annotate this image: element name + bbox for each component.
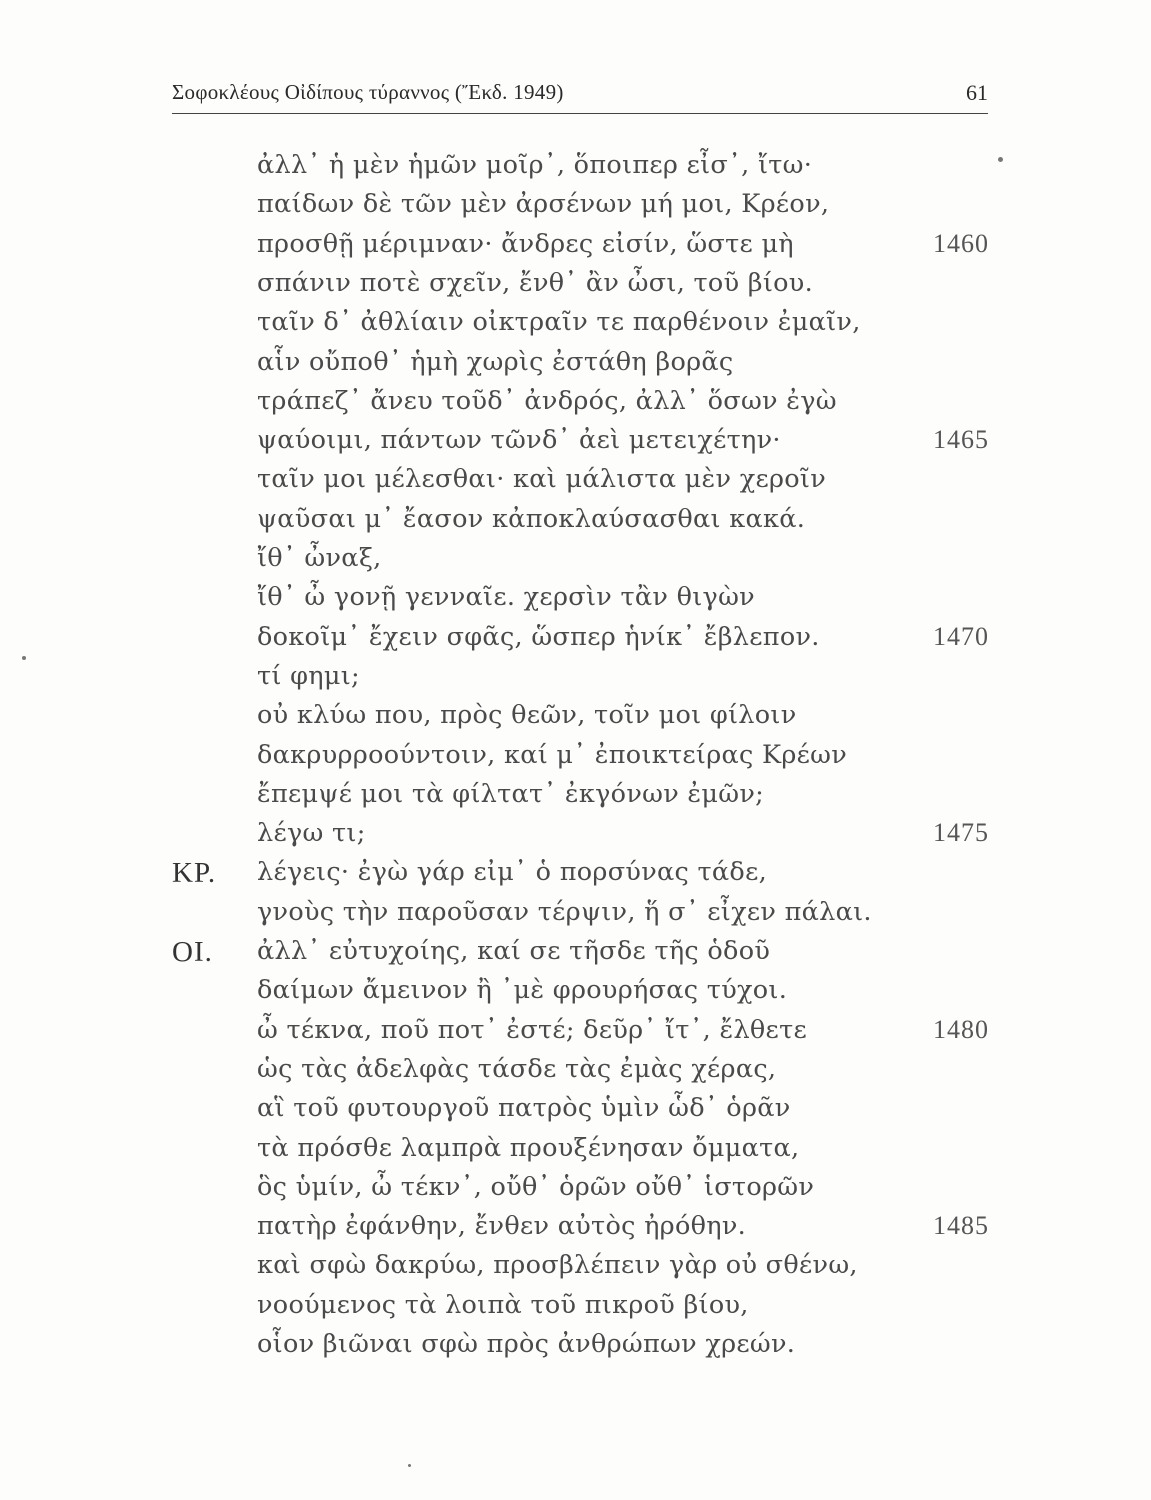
- verse-line: [0, 229, 1151, 268]
- verse-text: παίδων δὲ τῶν μὲν ἀρσένων μή μοι, Κρέον,: [257, 189, 830, 220]
- print-speck: [998, 157, 1003, 162]
- line-number: 1460: [933, 228, 989, 258]
- verse-text: ψαῦσαι μ᾽ ἔασον κἀποκλαύσασθαι κακά.: [257, 503, 806, 534]
- verse-text: αἷν οὔποθ᾽ ἡμὴ χωρὶς ἐστάθη βορᾶς: [257, 346, 734, 377]
- verse-text: καὶ σφὼ δακρύω, προσβλέπειν γὰρ οὐ σθένω,: [257, 1250, 858, 1281]
- verse-text: τὰ πρόσθε λαμπρὰ προυξένησαν ὄμματα,: [257, 1132, 800, 1163]
- verse-line: [0, 1211, 1151, 1250]
- verse-line: [0, 1054, 1151, 1093]
- verse-line: [0, 936, 1151, 975]
- line-number: 1475: [933, 818, 989, 848]
- verse-line: [0, 543, 1151, 582]
- verse-line: [0, 150, 1151, 189]
- verse-line: [0, 425, 1151, 464]
- verse-line: [0, 1172, 1151, 1211]
- verse-text: σπάνιν ποτὲ σχεῖν, ἔνθ᾽ ἂν ὦσι, τοῦ βίου.: [257, 267, 813, 298]
- verse-line: [0, 1133, 1151, 1172]
- verse-line: [0, 504, 1151, 543]
- verse-line: [0, 268, 1151, 307]
- verse-text: ψαύοιμι, πάντων τῶνδ᾽ ἀεὶ μετειχέτην·: [257, 425, 781, 456]
- verse-line: [0, 1329, 1151, 1368]
- print-speck: [408, 1464, 411, 1467]
- verse-line: [0, 779, 1151, 818]
- verse-line: [0, 1015, 1151, 1054]
- line-number: 1480: [933, 1014, 989, 1044]
- verse-text: ὡς τὰς ἀδελφὰς τάσδε τὰς ἐμὰς χέρας,: [257, 1053, 777, 1084]
- verse-line: [0, 661, 1151, 700]
- verse-text: ἔπεμψέ μοι τὰ φίλτατ᾽ ἐκγόνων ἐμῶν;: [257, 778, 765, 809]
- verse-line: [0, 307, 1151, 346]
- verse-line: [0, 1290, 1151, 1329]
- verse-text: ταῖν μοι μέλεσθαι· καὶ μάλιστα μὲν χεροῖν: [257, 464, 827, 495]
- verse-text: ἀλλ᾽ εὐτυχοίης, καί σε τῆσδε τῆς ὁδοῦ: [257, 936, 771, 966]
- speaker-label: ΚΡ.: [172, 857, 217, 890]
- verse-line: [0, 700, 1151, 739]
- line-number: 1470: [933, 621, 989, 651]
- verse-text: ἴθ᾽ ὦναξ,: [257, 543, 382, 573]
- verse-line: [0, 386, 1151, 425]
- verse-text: αἳ τοῦ φυτουργοῦ πατρὸς ὑμὶν ὧδ᾽ ὁρᾶν: [257, 1093, 791, 1124]
- verse-text: προσθῇ μέριμναν· ἄνδρες εἰσίν, ὥστε μὴ: [257, 228, 794, 259]
- verse-text: ὃς ὑμίν, ὦ τέκν᾽, οὔθ᾽ ὁρῶν οὔθ᾽ ἱστορῶν: [257, 1171, 815, 1202]
- verse-line: [0, 897, 1151, 936]
- verse-line: [0, 975, 1151, 1014]
- verse-text: λέγεις· ἐγὼ γάρ εἰμ᾽ ὁ πορσύνας τάδε,: [257, 857, 768, 888]
- line-number: 1485: [933, 1211, 989, 1241]
- verse-line: [0, 622, 1151, 661]
- verse-text: λέγω τι;: [257, 818, 366, 849]
- verse-text: ἀλλ᾽ ἡ μὲν ἡμῶν μοῖρ᾽, ὅποιπερ εἶσ᾽, ἴτω·: [257, 150, 813, 180]
- verse-line: [0, 582, 1151, 621]
- verse-text: οἷον βιῶναι σφὼ πρὸς ἀνθρώπων χρεών.: [257, 1329, 796, 1359]
- verse-text: ὦ τέκνα, ποῦ ποτ᾽ ἐστέ; δεῦρ᾽ ἴτ᾽, ἔλθετε: [257, 1014, 807, 1045]
- verse-text: νοούμενος τὰ λοιπὰ τοῦ πικροῦ βίου,: [257, 1289, 749, 1320]
- verse-line: [0, 347, 1151, 386]
- print-speck: [22, 656, 26, 660]
- page-number: 61: [966, 80, 988, 105]
- verse-text: δακρυρροούντοιν, καί μ᾽ ἐποικτείρας Κρέων: [257, 739, 848, 770]
- verse-text: πατὴρ ἐφάνθην, ἔνθεν αὐτὸς ἠρόθην.: [257, 1211, 747, 1242]
- verse-text: δοκοῖμ᾽ ἔχειν σφᾶς, ὥσπερ ἡνίκ᾽ ἔβλεπον.: [257, 621, 820, 652]
- verse-line: [0, 1250, 1151, 1289]
- verse-line: [0, 464, 1151, 503]
- line-number: 1465: [933, 425, 989, 455]
- running-title: Σοφοκλέους Οἰδίπους τύραννος (Ἔκδ. 1949): [172, 80, 564, 104]
- speaker-label: ΟΙ.: [172, 936, 213, 968]
- verse-text: τί φημι;: [257, 660, 360, 691]
- verse-text: γνοὺς τὴν παροῦσαν τέρψιν, ἥ σ᾽ εἶχεν πάλαι.: [257, 896, 872, 927]
- verse-text: δαίμων ἄμεινον ἢ ᾽μὲ φρουρήσας τύχοι.: [257, 975, 788, 1006]
- verse-text: ἴθ᾽ ὦ γονῇ γενναῖε. χερσὶν τἂν θιγὼν: [257, 582, 755, 613]
- verse-text: οὐ κλύω που, πρὸς θεῶν, τοῖν μοι φίλοιν: [257, 700, 797, 731]
- verse-line: [0, 1093, 1151, 1132]
- verse-text: τράπεζ᾽ ἄνευ τοῦδ᾽ ἀνδρός, ἀλλ᾽ ὅσων ἐγὼ: [257, 385, 837, 416]
- verse-line: [0, 818, 1151, 857]
- verse-text: ταῖν δ᾽ ἀθλίαιν οἰκτραῖν τε παρθένοιν ἐμαῖν,: [257, 307, 861, 338]
- verse-line: [0, 740, 1151, 779]
- verse-line: [0, 857, 1151, 896]
- verse-line: [0, 189, 1151, 228]
